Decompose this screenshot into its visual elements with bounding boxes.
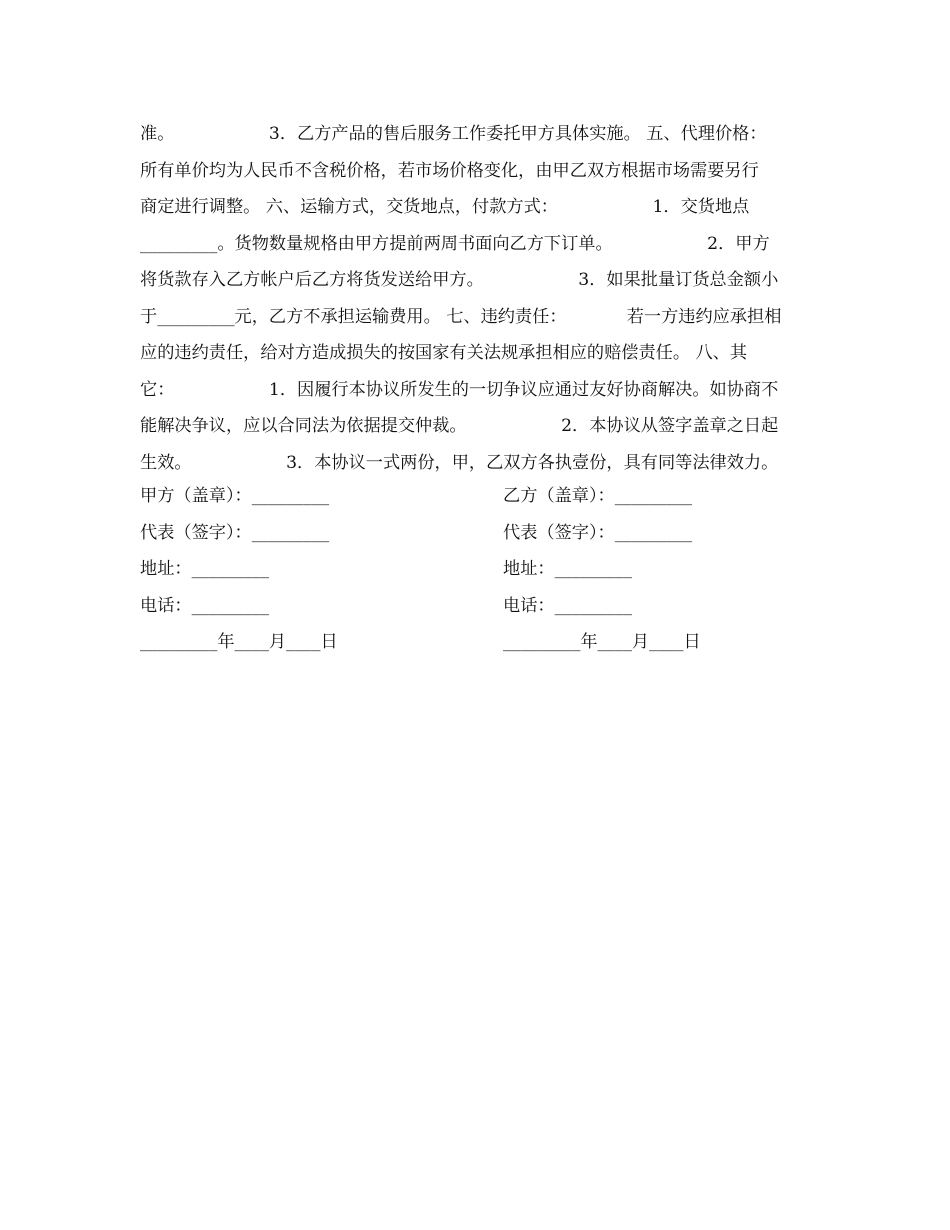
body-line: 所有单价均为人民币不含税价格，若市场价格变化，由甲乙双方根据市场需要另行 — [140, 160, 759, 181]
party-a-seal-field: 甲方（盖章）：_________ — [140, 486, 330, 506]
party-b-representative-field: 代表（签字）：_________ — [503, 522, 693, 543]
party-a-date-field: _________年____月____日 — [140, 632, 338, 652]
body-line: 它： 1．因履行本协议所发生的一切争议应通过友好协商解决。如协商不 — [140, 379, 779, 400]
party-b-address-field: 地址：_________ — [503, 559, 632, 579]
party-b-date-field: _________年____月____日 — [503, 632, 701, 652]
body-line: 将货款存入乙方帐户后乙方将货发送给甲方。 3．如果批量订货总金额小 — [140, 270, 779, 290]
agreement-body — [140, 116, 820, 481]
party-a-address-field: 地址：_________ — [140, 559, 269, 579]
party-b-phone-field: 电话：_________ — [503, 595, 632, 616]
party-b-seal-field: 乙方（盖章）：_________ — [503, 486, 693, 506]
body-line: _________。货物数量规格由甲方提前两周书面向乙方下订单。 2．甲方 — [140, 233, 770, 254]
body-line: 应的违约责任，给对方造成损失的按国家有关法规承担相应的赔偿责任。 八、其 — [140, 343, 748, 363]
body-line: 于_________元，乙方不承担运输费用。 七、违约责任： 若一方违约应承担相 — [140, 306, 782, 327]
body-line: 生效。 3．本协议一式两份，甲，乙双方各执壹份，具有同等法律效力。 — [140, 452, 779, 473]
party-b-signature — [503, 478, 833, 661]
body-line: 商定进行调整。 六、运输方式，交货地点，付款方式： 1．交货地点 — [140, 197, 750, 217]
body-line: 能解决争议，应以合同法为依据提交仲裁。 2．本协议从签字盖章之日起 — [140, 416, 779, 436]
body-line: 准。 3．乙方产品的售后服务工作委托甲方具体实施。 五、代理价格： — [140, 124, 767, 144]
party-a-representative-field: 代表（签字）：_________ — [140, 522, 330, 543]
party-a-phone-field: 电话：_________ — [140, 595, 269, 616]
party-a-signature — [140, 478, 470, 661]
